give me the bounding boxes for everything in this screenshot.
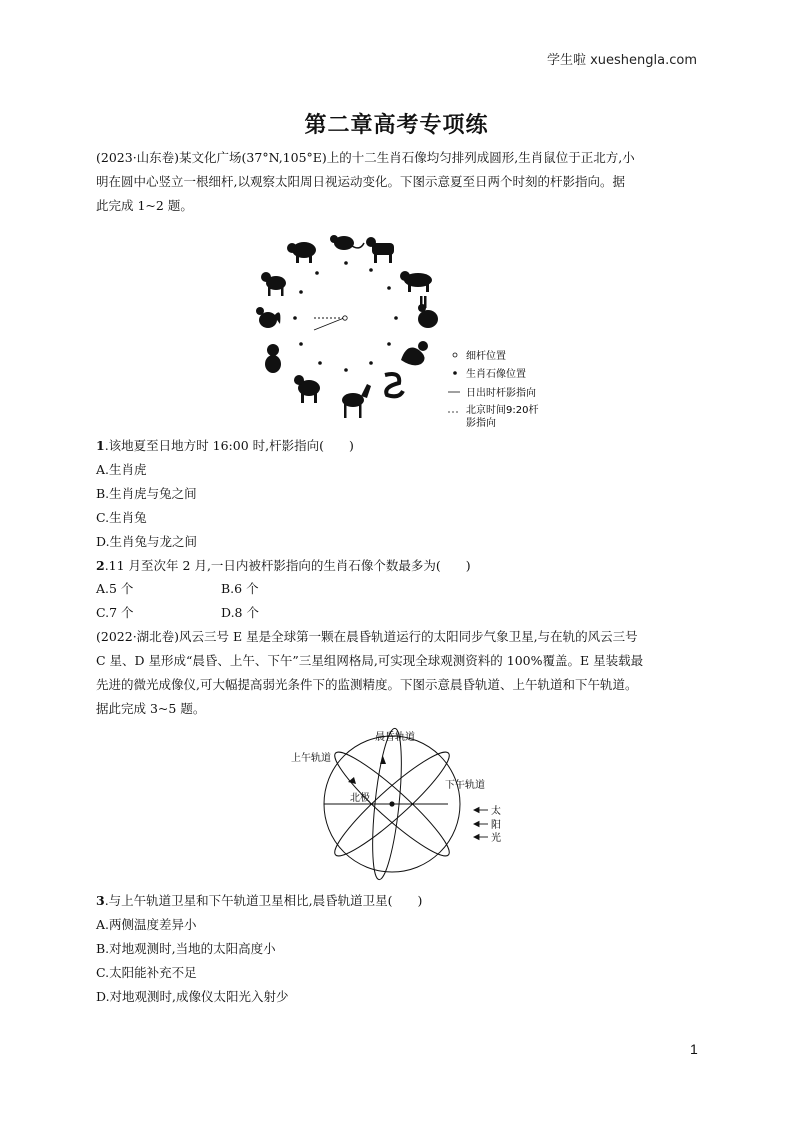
zodiac-figure xyxy=(250,228,560,433)
label-afternoon-orbit: 下午轨道 xyxy=(445,780,485,791)
legend-statue: 生肖石像位置 xyxy=(466,369,526,380)
q1-option-c: C.生肖兔 xyxy=(96,510,147,525)
intro2-line4: 据此完成 3~5 题。 xyxy=(96,701,206,716)
orbit-arrow-icon xyxy=(380,756,386,764)
q3-option-b: B.对地观测时,当地的太阳高度小 xyxy=(96,941,276,956)
goat-icon xyxy=(294,375,320,403)
intro2-line3: 先进的微光成像仪,可大幅提高弱光条件下的监测精度。下图示意晨昏轨道、上午轨道和下午轨道。 xyxy=(96,677,638,692)
q2-option-a: A.5 个 xyxy=(96,581,134,596)
q2-option-d: D.8 个 xyxy=(221,605,259,620)
intro1-line2: 明在圆中心竖立一根细杆,以观察太阳周日视运动变化。下图示意夏至日两个时刻的杆影指向。据 xyxy=(96,174,625,189)
intro1-line1: (2023·山东卷)某文化广场(37°N,105°E)上的十二生肖石像均匀排列成圆形,生肖鼠位于正北方,小 xyxy=(96,150,635,165)
q2-option-b: B.6 个 xyxy=(221,581,259,596)
sunlight-label-3: 光 xyxy=(491,833,501,844)
rabbit-icon xyxy=(418,296,438,328)
intro2-line1: (2022·湖北卷)风云三号 E 星是全球第一颗在晨昏轨道运行的太阳同步气象卫星,与在轨的风云三号 xyxy=(96,629,638,644)
q3-option-d: D.对地观测时,成像仪太阳光入射少 xyxy=(96,989,289,1004)
sunlight-arrows xyxy=(474,808,488,840)
q2-option-c: C.7 个 xyxy=(96,605,134,620)
page-number: 1 xyxy=(690,1041,698,1057)
label-dawn-orbit: 晨昏轨道 xyxy=(375,732,415,743)
rat-icon xyxy=(330,235,364,250)
north-pole-dot xyxy=(389,801,394,806)
snake-icon xyxy=(385,374,403,396)
legend-beijing-2: 影指向 xyxy=(466,418,496,429)
monkey-icon xyxy=(265,344,281,373)
q3-option-a: A.两侧温度差异小 xyxy=(96,917,197,932)
q1-option-b: B.生肖虎与兔之间 xyxy=(96,486,197,501)
q2-stem: 2.11 月至次年 2 月,一日内被杆影指向的生肖石像个数最多为( ) xyxy=(96,558,471,573)
pig-icon xyxy=(287,242,316,263)
dragon-icon xyxy=(401,341,428,365)
q3-option-c: C.太阳能补充不足 xyxy=(96,965,197,980)
ox-icon xyxy=(366,237,394,263)
page-title: 第二章高考专项练 xyxy=(304,113,489,138)
site-header: 学生啦 xueshengla.com xyxy=(546,53,697,68)
intro2-line2: C 星、D 星形成“晨昏、上午、下午”三星组网格局,可实现全球观测资料的 100%覆盖。E 星装载最 xyxy=(96,653,644,668)
q1-option-d: D.生肖兔与龙之间 xyxy=(96,534,198,549)
sunlight-label-1: 太 xyxy=(491,806,501,817)
sunrise-shadow-line xyxy=(314,318,344,330)
sunlight-label-2: 阳 xyxy=(491,820,501,831)
label-north-pole: 北极 xyxy=(350,793,370,804)
dog-icon xyxy=(261,272,286,296)
intro1-line3: 此完成 1~2 题。 xyxy=(96,198,193,213)
q1-stem: 1.该地夏至日地方时 16:00 时,杆影指向( ) xyxy=(96,438,354,453)
legend-sunrise: 日出时杆影指向 xyxy=(466,388,536,399)
legend-pole: 细杆位置 xyxy=(466,351,506,362)
orbit-figure xyxy=(290,724,510,882)
q1-option-a: A.生肖虎 xyxy=(96,462,147,477)
horse-icon xyxy=(342,384,371,418)
rooster-icon xyxy=(256,307,280,328)
figure1-legend xyxy=(448,349,538,429)
q3-stem: 3.与上午轨道卫星和下午轨道卫星相比,晨昏轨道卫星( ) xyxy=(96,893,423,908)
pole-marker xyxy=(343,316,347,320)
tiger-icon xyxy=(400,271,432,292)
legend-beijing-1: 北京时间9:20杆 xyxy=(466,405,539,416)
label-morning-orbit: 上午轨道 xyxy=(291,753,331,764)
